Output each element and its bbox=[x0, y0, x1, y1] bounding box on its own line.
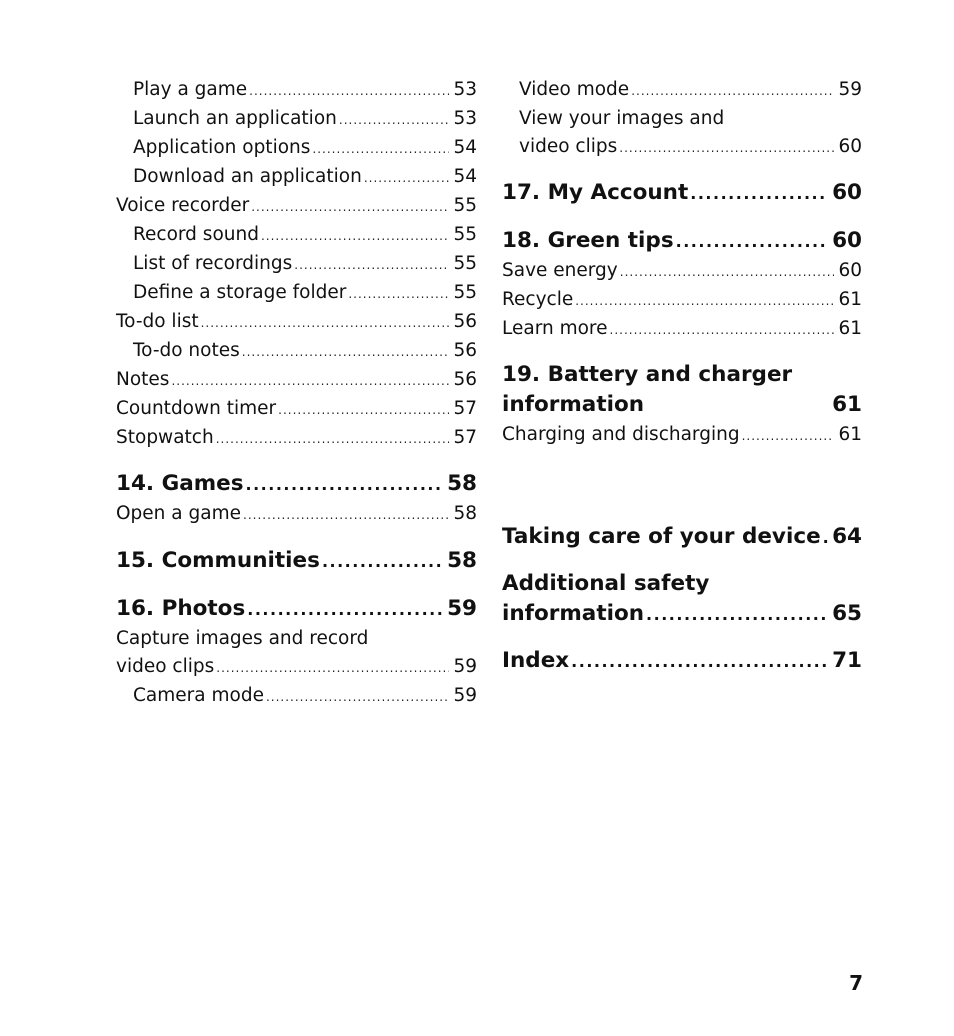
entry-title-line[interactable]: View your images and bbox=[519, 108, 725, 129]
section-title: information bbox=[502, 392, 645, 417]
toc-section-safety[interactable] bbox=[502, 599, 862, 630]
entry-page: 54 bbox=[453, 137, 477, 158]
entry-title: Camera mode bbox=[133, 685, 264, 706]
section-title: information bbox=[502, 601, 645, 626]
entry-title: Record sound bbox=[133, 224, 259, 245]
entry-title: Define a storage folder bbox=[133, 282, 347, 303]
toc-entry[interactable] bbox=[116, 250, 477, 279]
section-page: 60 bbox=[832, 228, 862, 253]
entry-page: 59 bbox=[453, 656, 477, 677]
entry-page: 57 bbox=[453, 398, 477, 419]
toc-entry[interactable] bbox=[502, 76, 862, 105]
leader-dots bbox=[249, 77, 449, 105]
leader-dots bbox=[575, 287, 834, 315]
section-page: 60 bbox=[832, 180, 862, 205]
section-title: Taking care of your device bbox=[502, 524, 821, 549]
entry-page: 55 bbox=[453, 282, 477, 303]
entry-page: 55 bbox=[453, 224, 477, 245]
leader-dots bbox=[278, 396, 449, 424]
leader-dots bbox=[676, 227, 828, 257]
toc-entry[interactable] bbox=[116, 653, 477, 682]
entry-title: Charging and discharging bbox=[502, 424, 740, 445]
leader-dots bbox=[171, 367, 449, 395]
toc-section-taking-care[interactable] bbox=[502, 522, 862, 553]
entry-title: Countdown timer bbox=[116, 398, 277, 419]
entry-page: 53 bbox=[453, 108, 477, 129]
entry-page: 56 bbox=[453, 369, 477, 390]
toc-section-communities[interactable] bbox=[116, 546, 477, 577]
leader-dots bbox=[631, 77, 834, 105]
leader-dots bbox=[266, 683, 449, 711]
toc-section-index[interactable] bbox=[502, 646, 862, 677]
leader-dots bbox=[742, 422, 834, 450]
entry-title: video clips bbox=[519, 136, 618, 157]
section-page: 71 bbox=[832, 648, 862, 673]
leader-dots bbox=[610, 316, 834, 344]
leader-dots bbox=[348, 280, 449, 308]
toc-entry[interactable] bbox=[116, 500, 477, 529]
page-number: 7 bbox=[849, 971, 863, 995]
toc-entry[interactable] bbox=[116, 337, 477, 366]
section-title-line[interactable]: 19. Battery and charger bbox=[502, 362, 793, 387]
leader-dots bbox=[246, 470, 444, 500]
toc-entry[interactable] bbox=[116, 105, 477, 134]
entry-page: 58 bbox=[453, 503, 477, 524]
toc-section-battery[interactable] bbox=[502, 390, 862, 421]
section-title: 16. Photos bbox=[116, 596, 246, 621]
leader-dots bbox=[823, 523, 828, 553]
section-title: 18. Green tips bbox=[502, 228, 674, 253]
leader-dots bbox=[322, 547, 443, 577]
entry-page: 59 bbox=[453, 685, 477, 706]
entry-page: 61 bbox=[838, 289, 862, 310]
toc-entry[interactable] bbox=[502, 286, 862, 315]
section-title: 15. Communities bbox=[116, 548, 320, 573]
leader-dots bbox=[571, 647, 828, 677]
toc-entry[interactable] bbox=[502, 133, 862, 162]
section-page: 59 bbox=[447, 596, 477, 621]
entry-page: 61 bbox=[838, 424, 862, 445]
leader-dots bbox=[251, 193, 449, 221]
entry-title: To-do list bbox=[116, 311, 199, 332]
toc-entry[interactable] bbox=[116, 308, 477, 337]
leader-dots bbox=[620, 258, 834, 286]
entry-title: Play a game bbox=[133, 79, 248, 100]
leader-dots bbox=[312, 135, 449, 163]
leader-dots bbox=[364, 164, 449, 192]
entry-title: Application options bbox=[133, 137, 311, 158]
section-title: 17. My Account bbox=[502, 180, 689, 205]
entry-title: Save energy bbox=[502, 260, 618, 281]
entry-page: 55 bbox=[453, 253, 477, 274]
leader-dots bbox=[242, 338, 449, 366]
toc-entry[interactable] bbox=[502, 315, 862, 344]
leader-dots bbox=[339, 106, 449, 134]
toc-entry[interactable] bbox=[116, 163, 477, 192]
entry-page: 61 bbox=[838, 318, 862, 339]
toc-left-column bbox=[116, 76, 477, 711]
entry-page: 55 bbox=[453, 195, 477, 216]
leader-dots bbox=[247, 595, 443, 625]
entry-title-line[interactable]: Capture images and record bbox=[116, 628, 369, 649]
section-page: 58 bbox=[447, 548, 477, 573]
leader-dots bbox=[690, 179, 828, 209]
entry-title: Video mode bbox=[519, 79, 630, 100]
toc-entry[interactable] bbox=[502, 257, 862, 286]
toc-entry[interactable] bbox=[116, 279, 477, 308]
section-title: Index bbox=[502, 648, 570, 673]
toc-section-photos[interactable] bbox=[116, 594, 477, 625]
entry-title: Learn more bbox=[502, 318, 608, 339]
entry-title: Stopwatch bbox=[116, 427, 214, 448]
leader-dots bbox=[216, 654, 449, 682]
entry-page: 54 bbox=[453, 166, 477, 187]
entry-page: 57 bbox=[453, 427, 477, 448]
toc-entry[interactable] bbox=[116, 192, 477, 221]
toc-section-my-account[interactable] bbox=[502, 178, 862, 209]
toc-section-games[interactable] bbox=[116, 469, 477, 500]
section-page: 64 bbox=[832, 524, 862, 549]
entry-page: 56 bbox=[453, 340, 477, 361]
leader-dots bbox=[261, 222, 449, 250]
entry-title: Launch an application bbox=[133, 108, 337, 129]
section-title-line[interactable]: Additional safety bbox=[502, 571, 710, 596]
entry-title: Notes bbox=[116, 369, 170, 390]
entry-title: Open a game bbox=[116, 503, 241, 524]
toc-entry[interactable] bbox=[116, 221, 477, 250]
entry-title: To-do notes bbox=[133, 340, 240, 361]
leader-dots bbox=[201, 309, 449, 337]
entry-page: 60 bbox=[838, 136, 862, 157]
leader-dots bbox=[243, 501, 449, 529]
leader-dots bbox=[619, 134, 834, 162]
section-title: 14. Games bbox=[116, 471, 244, 496]
entry-title: Download an application bbox=[133, 166, 362, 187]
toc-entry[interactable] bbox=[502, 421, 862, 450]
section-page: 58 bbox=[447, 471, 477, 496]
toc-entry[interactable] bbox=[116, 134, 477, 163]
section-page: 61 bbox=[832, 392, 862, 417]
section-page: 65 bbox=[832, 601, 862, 626]
entry-page: 56 bbox=[453, 311, 477, 332]
toc-entry[interactable] bbox=[116, 395, 477, 424]
toc-entry[interactable] bbox=[116, 682, 477, 711]
toc-entry[interactable] bbox=[116, 424, 477, 453]
toc-entry[interactable] bbox=[116, 76, 477, 105]
leader-dots bbox=[646, 600, 828, 630]
entry-page: 60 bbox=[838, 260, 862, 281]
toc-entry[interactable] bbox=[116, 366, 477, 395]
entry-title: Voice recorder bbox=[116, 195, 250, 216]
entry-title: List of recordings bbox=[133, 253, 293, 274]
toc-section-green-tips[interactable] bbox=[502, 226, 862, 257]
entry-page: 53 bbox=[453, 79, 477, 100]
leader-dots bbox=[216, 425, 449, 453]
entry-title: Recycle bbox=[502, 289, 574, 310]
entry-page: 59 bbox=[838, 79, 862, 100]
entry-title: video clips bbox=[116, 656, 215, 677]
leader-dots bbox=[294, 251, 449, 279]
toc-right-column bbox=[502, 76, 862, 677]
